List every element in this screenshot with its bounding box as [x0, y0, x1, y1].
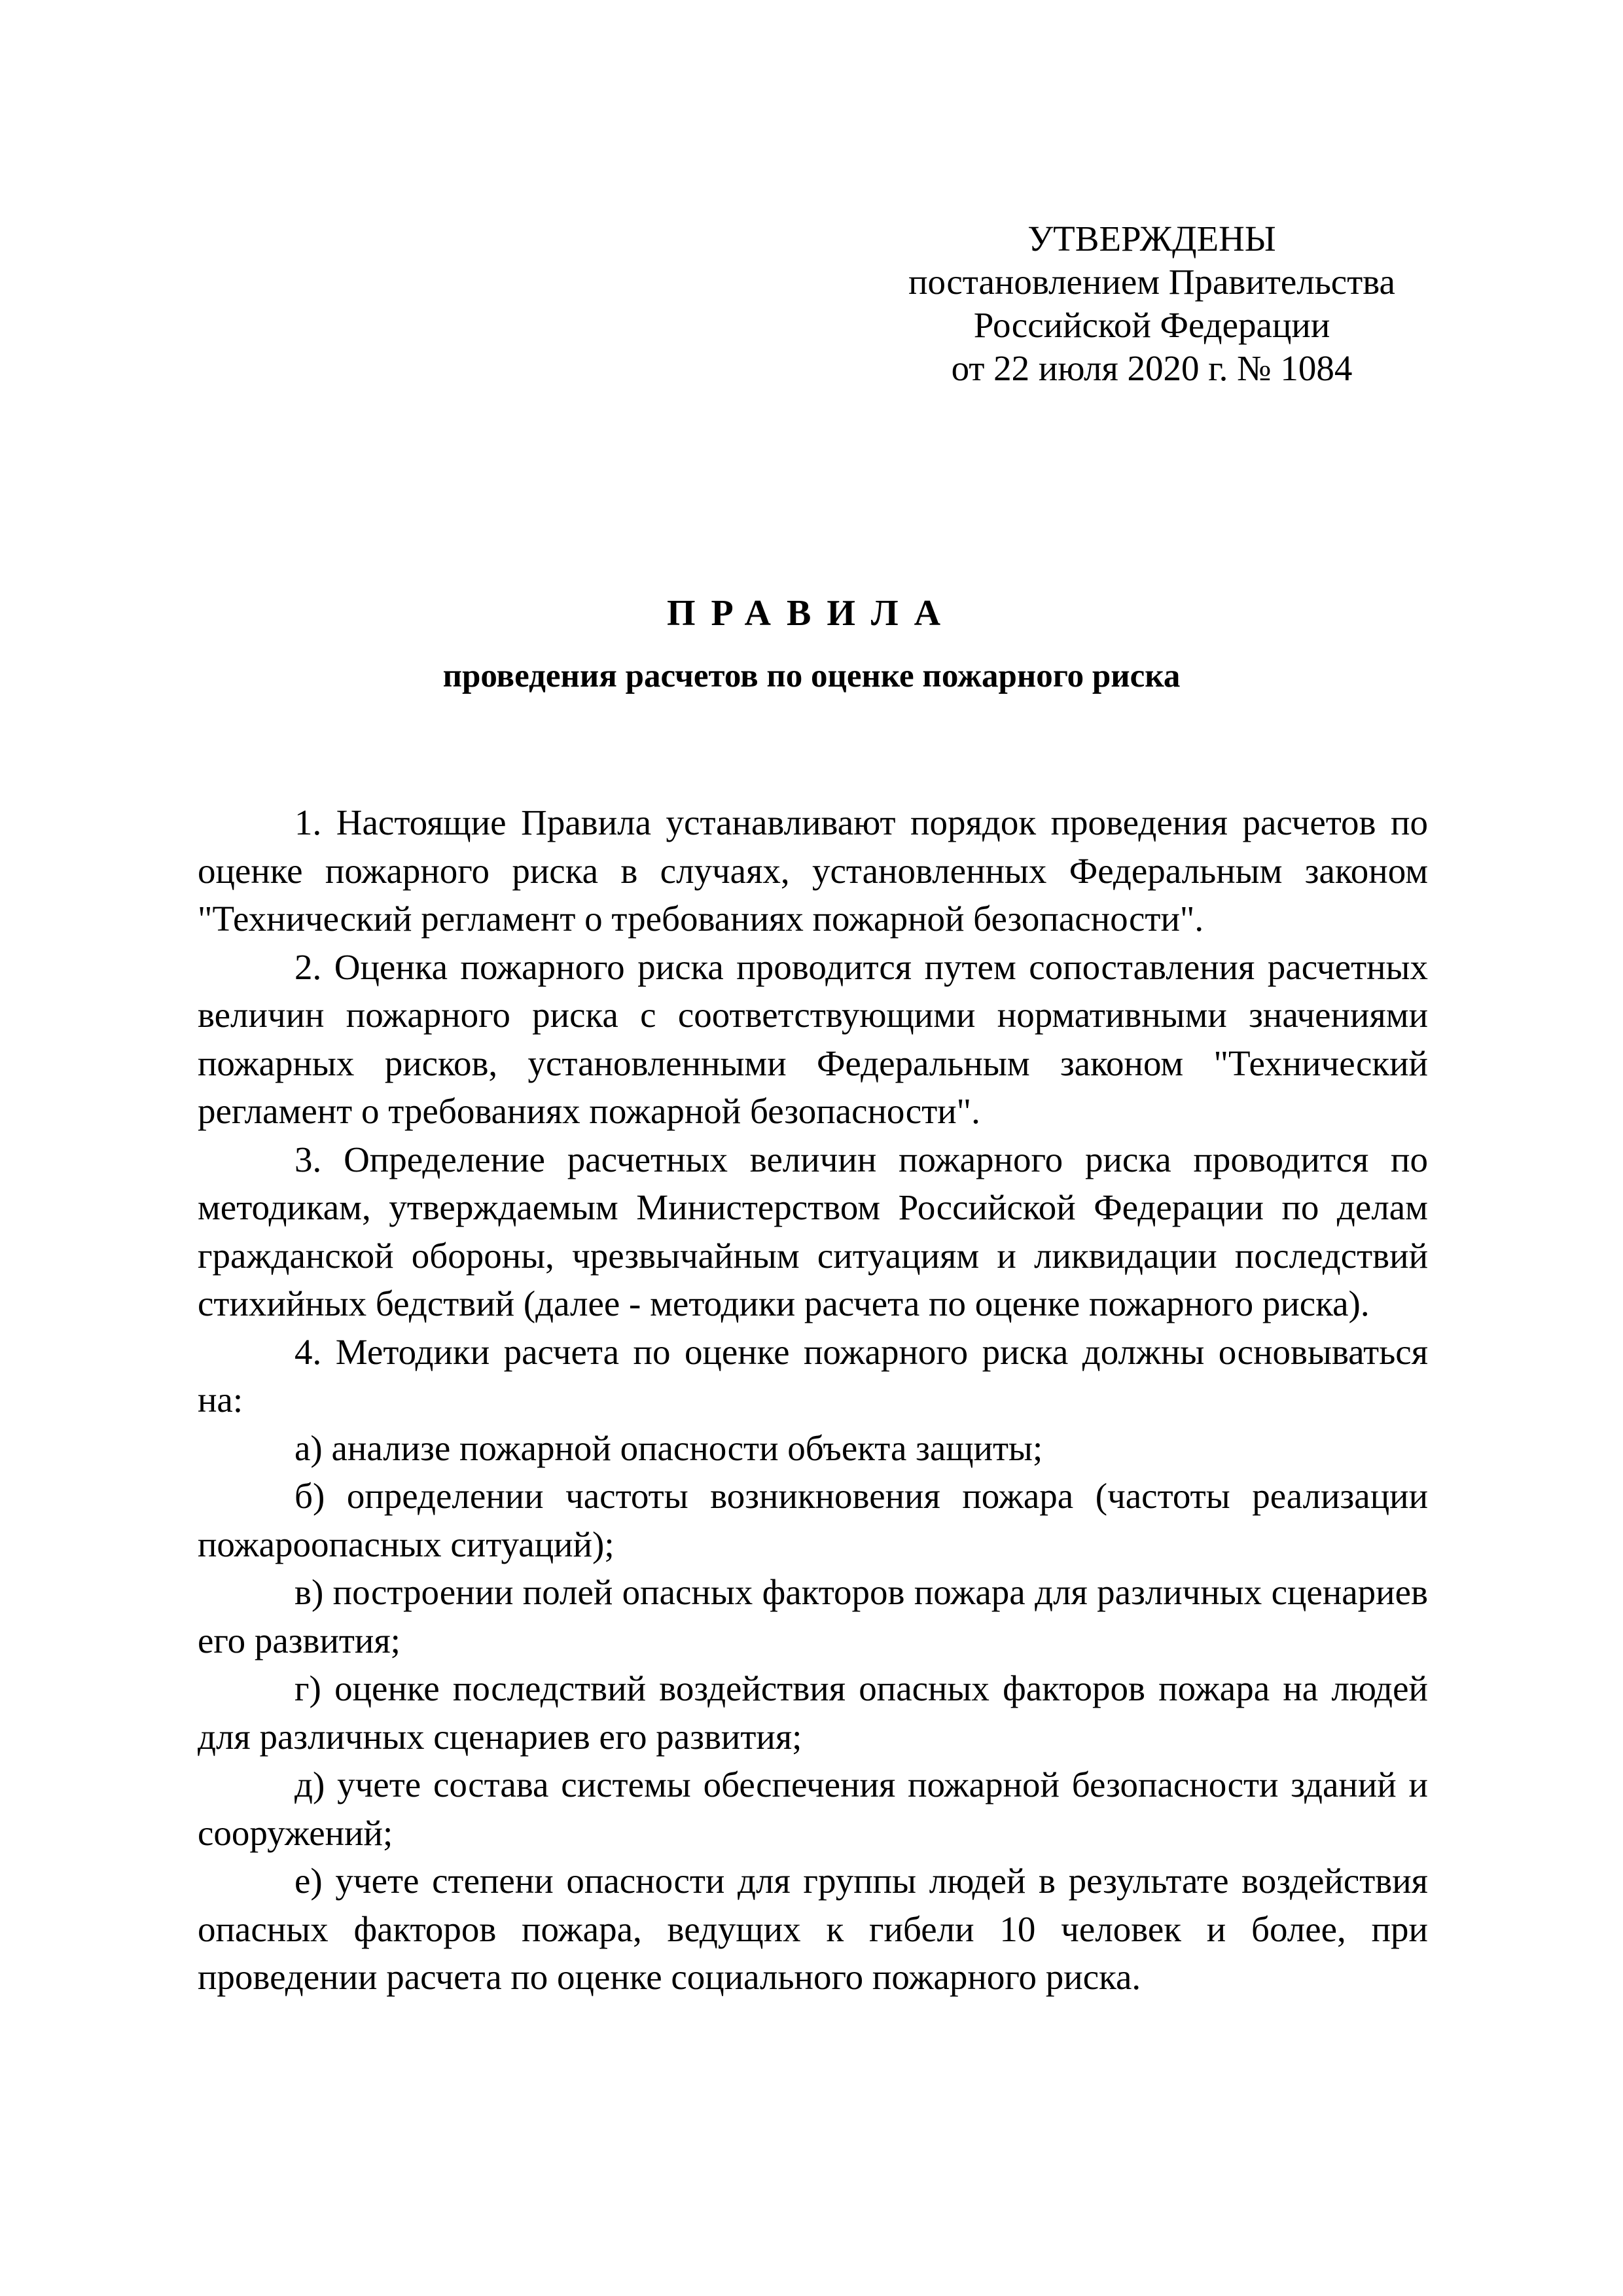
paragraph-4: 4. Методики расчета по оценке пожарного риска должны основываться на:	[198, 1331, 1428, 1420]
list-item-g: г) оценке последствий воздействия опасных факторов пожара на людей для различных сценариев его развития;	[198, 1668, 1428, 1757]
paragraph-3: 3. Определение расчетных величин пожарного риска проводится по методикам, утверждаемым Министерством Российской Федерации по делам гражданской обороны, чрезвычайным ситуациям и ликвидации последствий стихийных бедствий (далее - методики расчета по оценке пожарного риска).	[198, 1139, 1428, 1323]
list-item-b: б) определении частоты возникновения пожара (частоты реализации пожароопасных ситуаций);	[198, 1476, 1428, 1564]
paragraph-2: 2. Оценка пожарного риска проводится путем сопоставления расчетных величин пожарного риска с соответствующими нормативными значениями пожарных рисков, установленными Федеральным законом "Технический регламент о требованиях пожарной безопасности".	[198, 946, 1428, 1131]
document-title: ПРАВИЛА	[666, 593, 957, 634]
document-body	[198, 798, 1428, 2001]
approval-heading: УТВЕРЖДЕНЫ	[1027, 219, 1276, 259]
list-item-a: а) анализе пожарной опасности объекта защиты;	[294, 1427, 1043, 1468]
approval-authority: Российской Федерации	[973, 305, 1330, 345]
list-item-e: е) учете степени опасности для группы людей в результате воздействия опасных факторов пожара, ведущих к гибели 10 человек и более, при проведении расчета по оценке социального пожарного риска.	[198, 1861, 1428, 1997]
list-item-v: в) построении полей опасных факторов пожара для различных сценариев его развития;	[198, 1572, 1428, 1660]
approval-block	[851, 217, 1453, 390]
document-subtitle: проведения расчетов по оценке пожарного риска	[442, 658, 1181, 694]
approval-resolution: постановлением Правительства	[908, 262, 1395, 302]
list-item-d: д) учете состава системы обеспечения пожарной безопасности зданий и сооружений;	[198, 1765, 1428, 1853]
paragraph-1: 1. Настоящие Правила устанавливают порядок проведения расчетов по оценке пожарного риска в случаях, установленных Федеральным законом "Технический регламент о требованиях пожарной безопасности".	[198, 802, 1428, 939]
approval-date-number: от 22 июля 2020 г. № 1084	[951, 348, 1353, 388]
